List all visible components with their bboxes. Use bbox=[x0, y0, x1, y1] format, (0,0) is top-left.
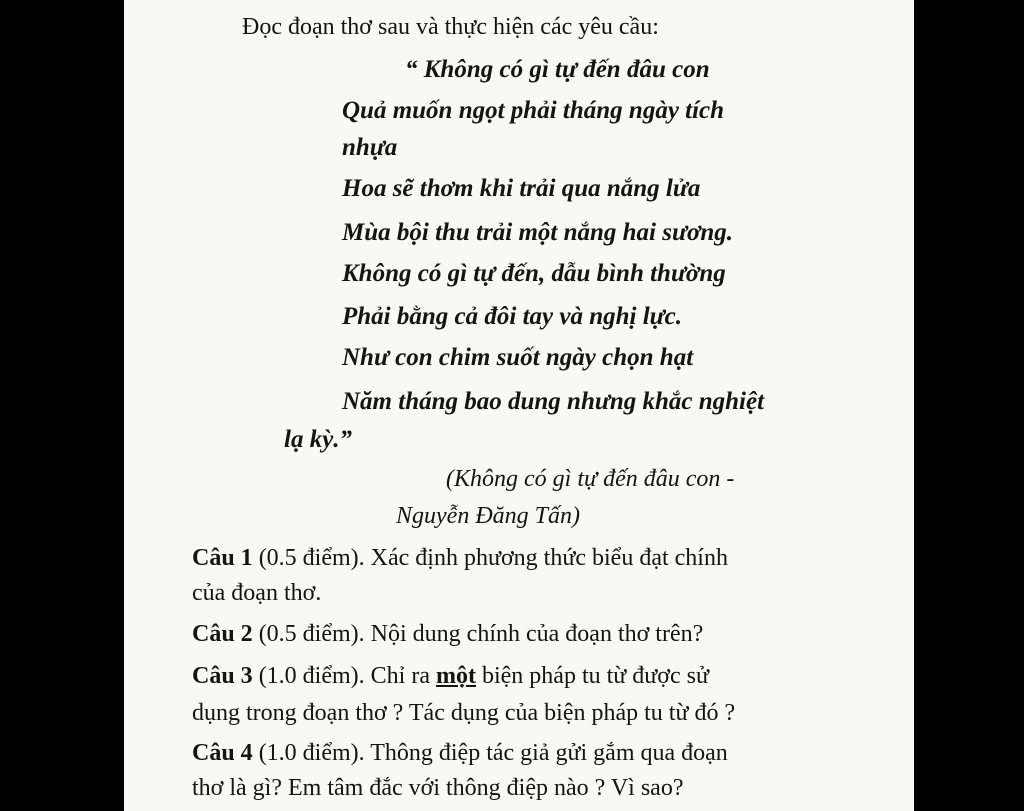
poem-line: Năm tháng bao dung nhưng khắc nghiệt bbox=[342, 388, 765, 415]
poem-line: Quả muốn ngọt phải tháng ngày tích bbox=[342, 97, 725, 124]
poem-line: Mùa bội thu trải một nắng hai sương. bbox=[342, 219, 734, 246]
question-4-continued: thơ là gì? Em tâm đắc với thông điệp nào ? Vì sao? bbox=[192, 775, 684, 801]
question-text: biện pháp tu từ được sử bbox=[475, 663, 709, 689]
source-line: (Không có gì tự đến đâu con - bbox=[446, 466, 735, 492]
question-4 bbox=[192, 740, 728, 767]
question-label: Câu 2 bbox=[192, 621, 253, 647]
question-3-continued: dụng trong đoạn thơ ? Tác dụng của biện pháp tu từ đó ? bbox=[192, 700, 736, 726]
question-label: Câu 3 bbox=[192, 663, 253, 689]
question-label: Câu 1 bbox=[192, 545, 253, 571]
poem-line: nhựa bbox=[342, 134, 398, 161]
poem-line: Như con chim suốt ngày chọn hạt bbox=[342, 344, 694, 371]
question-text: (0.5 điểm). Xác định phương thức biểu đạt chính bbox=[252, 545, 728, 571]
poem-line: “ Không có gì tự đến đâu con bbox=[405, 56, 710, 83]
question-text: (0.5 điểm). Nội dung chính của đoạn thơ trên? bbox=[252, 621, 704, 647]
emphasis-word: một bbox=[435, 663, 476, 689]
question-2 bbox=[192, 621, 703, 648]
poem-line: Không có gì tự đến, dẫu bình thường bbox=[342, 260, 726, 287]
source-line: Nguyễn Đăng Tấn) bbox=[396, 503, 580, 529]
question-text: (1.0 điểm). Thông điệp tác giả gửi gắm qua đoạn bbox=[252, 740, 728, 766]
instruction-text: Đọc đoạn thơ sau và thực hiện các yêu cầu: bbox=[242, 14, 659, 40]
question-1 bbox=[192, 545, 728, 572]
poem-line: Phải bằng cả đôi tay và nghị lực. bbox=[342, 303, 682, 330]
poem-line: lạ kỳ.” bbox=[284, 426, 353, 453]
poem-line: Hoa sẽ thơm khi trải qua nắng lửa bbox=[342, 175, 701, 202]
question-text: (1.0 điểm). Chỉ ra bbox=[252, 663, 436, 689]
question-3 bbox=[192, 663, 709, 690]
question-1-continued: của đoạn thơ. bbox=[192, 580, 322, 606]
document-page bbox=[124, 0, 914, 811]
question-label: Câu 4 bbox=[192, 740, 253, 766]
